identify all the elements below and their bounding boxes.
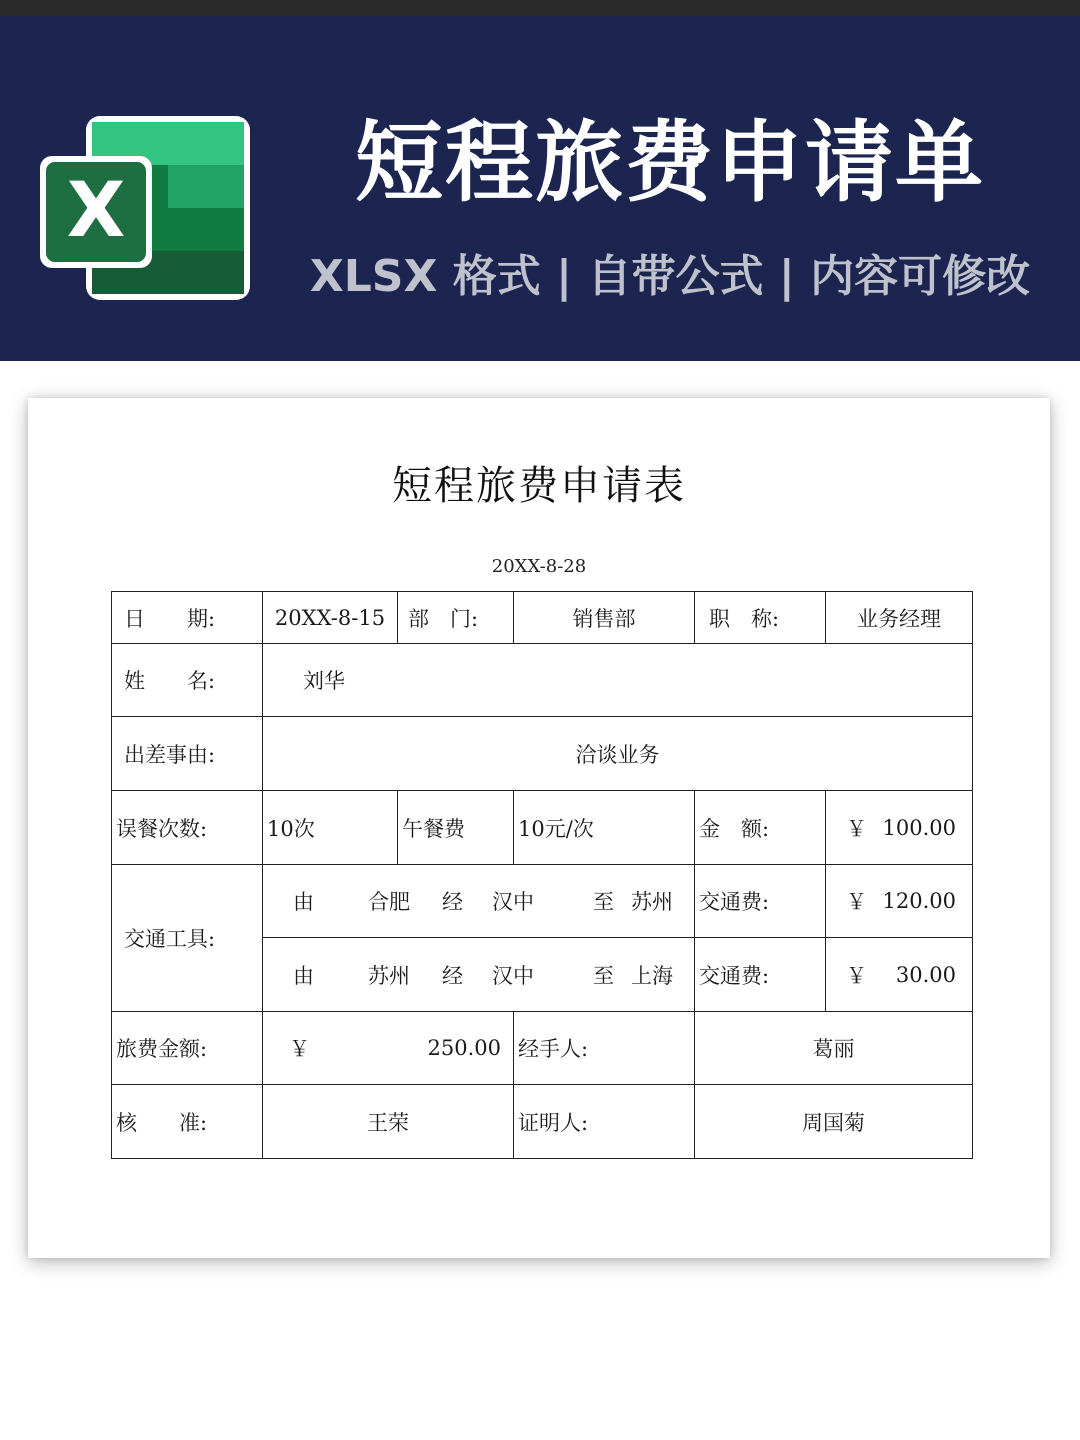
header-banner <box>0 16 1080 361</box>
approve-label: 核 准: <box>112 1085 263 1159</box>
route-via-word: 经 <box>442 963 463 988</box>
travel-expense-table <box>111 591 973 1159</box>
position-label: 职 称: <box>695 592 826 644</box>
currency-symbol: ￥ <box>289 1037 310 1061</box>
date-value[interactable]: 20XX-8-15 <box>263 592 398 644</box>
reason-value[interactable]: 洽谈业务 <box>263 717 973 791</box>
route-to-word: 至 <box>593 963 614 988</box>
total-value: 250.00 <box>427 1036 501 1060</box>
transport-label: 交通工具: <box>112 865 263 1012</box>
table-row <box>112 865 973 938</box>
form-title: 短程旅费申请表 <box>392 463 686 509</box>
position-value[interactable]: 业务经理 <box>826 592 973 644</box>
date-label: 日 期: <box>112 592 263 644</box>
route-to-word: 至 <box>593 890 614 914</box>
fee-label: 交通费: <box>695 865 826 938</box>
meals-label: 误餐次数: <box>112 791 263 865</box>
excel-logo-icon <box>40 116 250 300</box>
route-via-word: 经 <box>442 890 463 914</box>
route-to: 苏州 <box>631 890 673 914</box>
table-row <box>112 592 973 644</box>
route-from-word: 由 <box>293 963 314 988</box>
total-label: 旅费金额: <box>112 1012 263 1085</box>
amount-cell[interactable] <box>826 791 973 865</box>
fee-cell[interactable] <box>826 938 973 1012</box>
name-value[interactable]: 刘华 <box>263 644 973 717</box>
total-cell[interactable] <box>263 1012 514 1085</box>
amount-value: 100.00 <box>882 815 956 840</box>
table-row <box>112 791 973 865</box>
approve-value[interactable]: 王荣 <box>263 1085 514 1159</box>
route-via: 汉中 <box>492 890 534 914</box>
meals-value[interactable]: 10次 <box>263 791 398 865</box>
fee-label: 交通费: <box>695 938 826 1012</box>
currency-symbol: ￥ <box>846 963 867 988</box>
lunch-value[interactable]: 10元/次 <box>514 791 695 865</box>
logo-letter: X <box>66 165 126 254</box>
form-sheet <box>28 398 1050 1258</box>
route-to: 上海 <box>631 963 673 988</box>
fee-value: 120.00 <box>882 889 956 913</box>
handler-value[interactable]: 葛丽 <box>695 1012 973 1085</box>
reason-label: 出差事由: <box>112 717 263 791</box>
route-from: 苏州 <box>368 963 410 988</box>
handler-label: 经手人: <box>514 1012 695 1085</box>
route-from: 合肥 <box>368 890 410 914</box>
table-row <box>112 717 973 791</box>
top-strip <box>0 0 1080 16</box>
table-row <box>112 644 973 717</box>
dept-value[interactable]: 销售部 <box>514 592 695 644</box>
lunch-label: 午餐费 <box>398 791 514 865</box>
route-from-word: 由 <box>293 890 314 914</box>
amount-label: 金 额: <box>695 791 826 865</box>
name-label: 姓 名: <box>112 644 263 717</box>
form-date: 20XX-8-28 <box>491 556 587 577</box>
route-cell[interactable] <box>263 865 695 938</box>
route-via: 汉中 <box>492 963 534 988</box>
route-cell[interactable] <box>263 938 695 1012</box>
banner-title: 短程旅费申请单 <box>354 111 985 214</box>
witness-label: 证明人: <box>514 1085 695 1159</box>
dept-label: 部 门: <box>398 592 514 644</box>
currency-symbol: ￥ <box>846 890 867 914</box>
table-row <box>112 1012 973 1085</box>
currency-symbol: ￥ <box>846 816 867 841</box>
banner-subtitle: XLSX 格式 | 自带公式 | 内容可修改 <box>309 251 1031 302</box>
fee-value: 30.00 <box>895 962 956 987</box>
table-row <box>112 1085 973 1159</box>
witness-value[interactable]: 周国菊 <box>695 1085 973 1159</box>
fee-cell[interactable] <box>826 865 973 938</box>
